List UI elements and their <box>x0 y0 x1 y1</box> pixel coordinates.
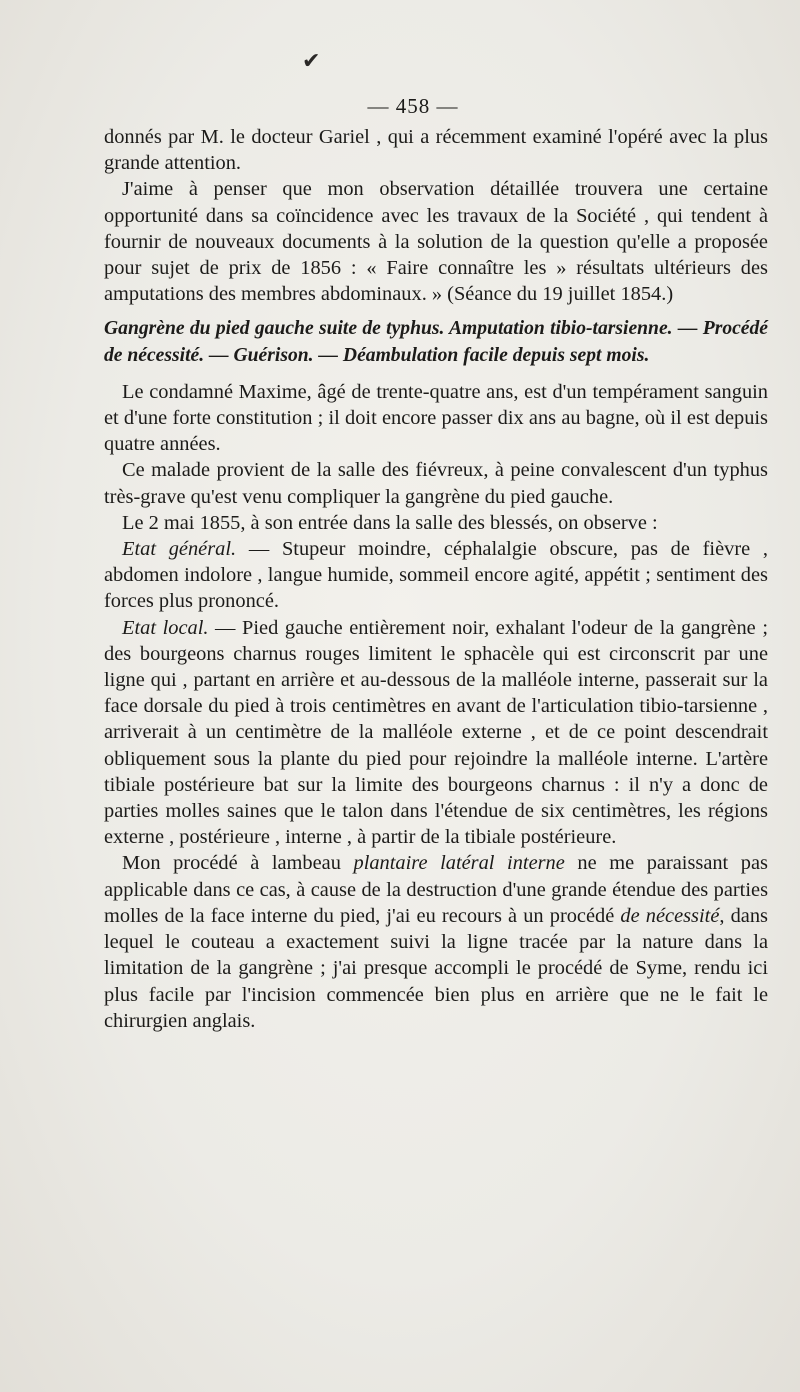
procede-text-a: Mon procédé à lambeau <box>122 852 354 875</box>
paragraph-3: Le condamné Maxime, âgé de trente-quatre ans, est d'un tempérament sanguin et d'une forte constitution ; il doit encore passer dix ans au bagne, où il est depuis quatre années. <box>104 380 768 456</box>
paragraph-2: J'aime à penser que mon observation détaillée trouvera une certaine opportunité dans sa coïncidence avec les travaux de la Société , qui tendent à fournir de nouveaux documents à la solution de la question qu'elle a proposée pour sujet de prix de 1856 : « Faire connaître les » résultats ultérieurs des amputations des membres abdominaux. » (Séance du 19 juillet 1854.) <box>104 178 768 306</box>
paragraph-5: Le 2 mai 1855, à son entrée dans la salle des blessés, on observe : <box>122 511 658 534</box>
etat-general-text: — Stupeur moindre, céphalalgie obscure, pas de fièvre , abdomen indolore , langue humide, sommeil encore agité, appétit ; sentiment des forces plus prononcé. <box>104 538 768 613</box>
procede-text-c: , dans lequel le couteau a exactement suivi la ligne tracée par la nature dans la limitation de la gangrène ; j'ai presque accompli le procédé de Syme, rendu ici plus facile par l'incision commencée bien plus en arrière que ne le fait le chirurgien anglais. <box>104 904 768 1032</box>
paragraph-1: donnés par M. le docteur Gariel , qui a récemment examiné l'opéré avec la plus grande attention. <box>104 126 768 175</box>
etat-local-text: — Pied gauche entièrement noir, exhalant l'odeur de la gangrène ; des bourgeons charnus rouges limitent le sphacèle qui est circonscrit par une ligne qui , partant en arrière et au-dessous de la malléole interne, passerait sur la face dorsale du pied à trois centimètres en avant de l'articulation tibio-tarsienne , arriverait à un centimètre de la malléole externe , et de ce point descendrait obliquement sous la plante du pied pour rejoindre la malléole interne. L'artère tibiale postérieure bat sur la limite des bourgeons charnus : il n'y a donc de parties molles saines que le talon dans l'étendue de six centimètres, les régions externe , postérieure , interne , à partir de la tibiale postérieure. <box>104 616 768 849</box>
etat-general-label: Etat général. <box>122 538 237 561</box>
ink-blot: ✔ <box>302 48 321 73</box>
procede-emphasis-1: plantaire latéral interne <box>353 852 565 875</box>
paragraph-etat-general <box>104 536 768 615</box>
procede-text-b: ne me paraissant pas applicable dans ce cas, à cause de la destruction d'une grande étendue des parties molles de la face interne du pied, j'ai eu recours à un procédé <box>104 852 768 927</box>
paragraph-procede <box>104 850 768 1033</box>
paragraph-etat-local <box>104 615 768 851</box>
section-heading: Gangrène du pied gauche suite de typhus. Amputation tibio-tarsienne. — Procédé de nécessité. — Guérison. — Déambulation facile depuis sept mois. <box>104 318 768 366</box>
body-text <box>104 124 768 1034</box>
paragraph-4: Ce malade provient de la salle des fiévreux, à peine convalescent d'un typhus très-grave qu'est venu compliquer la gangrène du pied gauche. <box>104 459 768 508</box>
etat-local-label: Etat local. <box>122 616 209 639</box>
page-number: — 458 — <box>367 94 459 118</box>
procede-emphasis-2: de nécessité <box>620 904 720 927</box>
